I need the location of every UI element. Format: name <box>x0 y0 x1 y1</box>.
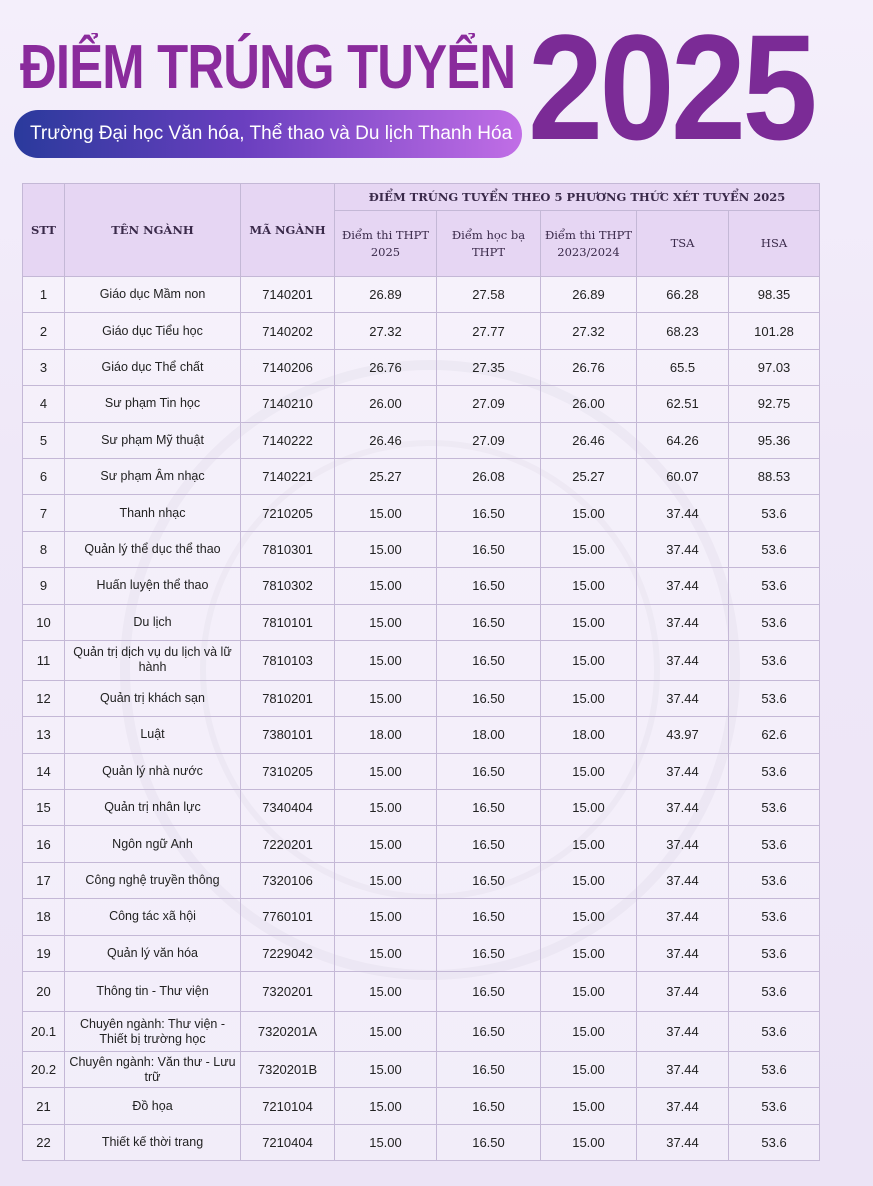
cell-code: 7140206 <box>241 349 335 385</box>
cell-m2: 27.09 <box>437 386 541 422</box>
cell-stt: 18 <box>23 899 65 935</box>
cell-stt: 5 <box>23 422 65 458</box>
table-row <box>23 790 820 826</box>
table-row <box>23 972 820 1012</box>
cell-m3: 27.32 <box>541 313 637 349</box>
table-row <box>23 568 820 604</box>
cell-m4: 37.44 <box>637 1088 729 1124</box>
table-row <box>23 1088 820 1124</box>
cell-code: 7380101 <box>241 717 335 753</box>
col-header-m1: Điểm thi THPT 2025 <box>335 211 437 277</box>
cell-m2: 16.50 <box>437 1124 541 1160</box>
cell-code: 7140222 <box>241 422 335 458</box>
cell-m2: 16.50 <box>437 640 541 680</box>
cell-name: Thanh nhạc <box>65 495 241 531</box>
cell-code: 7220201 <box>241 826 335 862</box>
cell-m5: 53.6 <box>729 972 820 1012</box>
cell-m5: 53.6 <box>729 680 820 716</box>
cell-name: Quản trị dịch vụ du lịch và lữ hành <box>65 640 241 680</box>
cell-m3: 26.00 <box>541 386 637 422</box>
table-row <box>23 313 820 349</box>
cell-m2: 16.50 <box>437 531 541 567</box>
cell-code: 7320201B <box>241 1052 335 1088</box>
cell-m3: 26.46 <box>541 422 637 458</box>
cell-m3: 15.00 <box>541 640 637 680</box>
cell-m3: 26.89 <box>541 277 637 313</box>
cell-m2: 27.77 <box>437 313 541 349</box>
cell-m5: 88.53 <box>729 458 820 494</box>
cell-m5: 53.6 <box>729 568 820 604</box>
cell-m3: 15.00 <box>541 495 637 531</box>
cell-m1: 15.00 <box>335 680 437 716</box>
cell-m4: 60.07 <box>637 458 729 494</box>
cell-m2: 16.50 <box>437 972 541 1012</box>
cell-m1: 15.00 <box>335 495 437 531</box>
cell-stt: 19 <box>23 935 65 971</box>
cell-m3: 26.76 <box>541 349 637 385</box>
cell-m5: 53.6 <box>729 899 820 935</box>
cell-m4: 37.44 <box>637 935 729 971</box>
cell-m5: 53.6 <box>729 790 820 826</box>
cell-m5: 53.6 <box>729 826 820 862</box>
cell-stt: 20 <box>23 972 65 1012</box>
school-name-banner: Trường Đại học Văn hóa, Thể thao và Du lịch Thanh Hóa <box>14 110 522 158</box>
cell-m5: 53.6 <box>729 1052 820 1088</box>
col-header-m5: HSA <box>729 211 820 277</box>
cell-stt: 20.2 <box>23 1052 65 1088</box>
cell-m5: 101.28 <box>729 313 820 349</box>
cell-m4: 37.44 <box>637 972 729 1012</box>
cell-code: 7810301 <box>241 531 335 567</box>
cell-m5: 92.75 <box>729 386 820 422</box>
cell-m4: 37.44 <box>637 826 729 862</box>
cell-stt: 4 <box>23 386 65 422</box>
cell-code: 7229042 <box>241 935 335 971</box>
cell-m3: 15.00 <box>541 680 637 716</box>
table-body <box>23 277 820 1161</box>
cell-m1: 15.00 <box>335 1052 437 1088</box>
page-title: ĐIỂM TRÚNG TUYỂN <box>20 33 516 102</box>
cell-m4: 66.28 <box>637 277 729 313</box>
cell-code: 7140202 <box>241 313 335 349</box>
col-header-m3: Điểm thi THPT 2023/2024 <box>541 211 637 277</box>
col-header-name: TÊN NGÀNH <box>65 184 241 277</box>
cell-name: Sư phạm Âm nhạc <box>65 458 241 494</box>
cell-name: Ngôn ngữ Anh <box>65 826 241 862</box>
cell-stt: 22 <box>23 1124 65 1160</box>
cell-m4: 37.44 <box>637 790 729 826</box>
cell-m3: 15.00 <box>541 531 637 567</box>
table-row <box>23 1012 820 1052</box>
cell-m5: 97.03 <box>729 349 820 385</box>
cell-m3: 15.00 <box>541 568 637 604</box>
cell-m3: 25.27 <box>541 458 637 494</box>
cell-m4: 37.44 <box>637 640 729 680</box>
cell-stt: 16 <box>23 826 65 862</box>
cell-m1: 15.00 <box>335 790 437 826</box>
cell-m5: 53.6 <box>729 531 820 567</box>
cell-stt: 17 <box>23 862 65 898</box>
cell-m1: 26.76 <box>335 349 437 385</box>
cell-m3: 15.00 <box>541 604 637 640</box>
cell-m2: 16.50 <box>437 862 541 898</box>
table-row <box>23 458 820 494</box>
cell-name: Công nghệ truyền thông <box>65 862 241 898</box>
cell-m2: 26.08 <box>437 458 541 494</box>
cell-code: 7320106 <box>241 862 335 898</box>
cell-m2: 16.50 <box>437 753 541 789</box>
cell-m5: 95.36 <box>729 422 820 458</box>
table-row <box>23 935 820 971</box>
table-row <box>23 862 820 898</box>
cell-stt: 2 <box>23 313 65 349</box>
cell-stt: 7 <box>23 495 65 531</box>
cell-name: Đồ họa <box>65 1088 241 1124</box>
cell-m5: 98.35 <box>729 277 820 313</box>
cell-m4: 37.44 <box>637 531 729 567</box>
cell-m1: 15.00 <box>335 604 437 640</box>
cell-name: Quản lý nhà nước <box>65 753 241 789</box>
cell-m1: 18.00 <box>335 717 437 753</box>
cell-m1: 25.27 <box>335 458 437 494</box>
cell-m2: 16.50 <box>437 1012 541 1052</box>
cell-m4: 62.51 <box>637 386 729 422</box>
cell-m5: 53.6 <box>729 604 820 640</box>
cell-name: Du lịch <box>65 604 241 640</box>
cell-code: 7810302 <box>241 568 335 604</box>
col-header-m4: TSA <box>637 211 729 277</box>
cell-m3: 15.00 <box>541 790 637 826</box>
cell-stt: 15 <box>23 790 65 826</box>
cell-code: 7140210 <box>241 386 335 422</box>
cell-stt: 3 <box>23 349 65 385</box>
cell-m4: 37.44 <box>637 1052 729 1088</box>
cell-m5: 53.6 <box>729 640 820 680</box>
cell-code: 7760101 <box>241 899 335 935</box>
cell-name: Giáo dục Mầm non <box>65 277 241 313</box>
cell-m5: 53.6 <box>729 1124 820 1160</box>
cell-m2: 16.50 <box>437 1052 541 1088</box>
cell-m4: 65.5 <box>637 349 729 385</box>
cell-m5: 53.6 <box>729 1088 820 1124</box>
cell-stt: 14 <box>23 753 65 789</box>
year-heading: 2025 <box>528 3 814 171</box>
cell-stt: 12 <box>23 680 65 716</box>
cell-m2: 16.50 <box>437 495 541 531</box>
cell-m3: 15.00 <box>541 1088 637 1124</box>
cell-m2: 16.50 <box>437 935 541 971</box>
cell-m1: 15.00 <box>335 1012 437 1052</box>
cell-m3: 15.00 <box>541 862 637 898</box>
cell-code: 7810201 <box>241 680 335 716</box>
cell-m5: 53.6 <box>729 753 820 789</box>
cell-m4: 37.44 <box>637 495 729 531</box>
cell-m2: 16.50 <box>437 568 541 604</box>
cell-m1: 15.00 <box>335 972 437 1012</box>
col-header-code: MÃ NGÀNH <box>241 184 335 277</box>
table-row <box>23 531 820 567</box>
cell-m5: 62.6 <box>729 717 820 753</box>
cell-m2: 18.00 <box>437 717 541 753</box>
cell-stt: 13 <box>23 717 65 753</box>
cell-name: Thông tin - Thư viện <box>65 972 241 1012</box>
cell-m1: 15.00 <box>335 862 437 898</box>
cell-stt: 1 <box>23 277 65 313</box>
cell-m3: 15.00 <box>541 1124 637 1160</box>
cell-m4: 68.23 <box>637 313 729 349</box>
cell-m3: 15.00 <box>541 1012 637 1052</box>
cell-name: Sư phạm Tin học <box>65 386 241 422</box>
cell-m2: 27.58 <box>437 277 541 313</box>
col-header-m2: Điểm học bạ THPT <box>437 211 541 277</box>
cell-m1: 26.00 <box>335 386 437 422</box>
table-row <box>23 1052 820 1088</box>
cell-m2: 16.50 <box>437 604 541 640</box>
cell-m4: 64.26 <box>637 422 729 458</box>
cell-m1: 15.00 <box>335 935 437 971</box>
cell-m1: 26.89 <box>335 277 437 313</box>
cell-m4: 37.44 <box>637 568 729 604</box>
table-row <box>23 899 820 935</box>
cell-code: 7310205 <box>241 753 335 789</box>
cell-m4: 37.44 <box>637 1012 729 1052</box>
table-row <box>23 717 820 753</box>
col-header-stt: STT <box>23 184 65 277</box>
cell-m2: 16.50 <box>437 680 541 716</box>
table-row <box>23 277 820 313</box>
cell-code: 7140221 <box>241 458 335 494</box>
cell-code: 7320201A <box>241 1012 335 1052</box>
cell-m4: 37.44 <box>637 753 729 789</box>
cell-code: 7340404 <box>241 790 335 826</box>
cell-m4: 37.44 <box>637 1124 729 1160</box>
cell-m1: 15.00 <box>335 753 437 789</box>
cell-name: Công tác xã hội <box>65 899 241 935</box>
cell-m2: 16.50 <box>437 826 541 862</box>
cell-name: Quản trị khách sạn <box>65 680 241 716</box>
table-row <box>23 680 820 716</box>
cell-m1: 15.00 <box>335 899 437 935</box>
cell-m2: 16.50 <box>437 1088 541 1124</box>
cell-m5: 53.6 <box>729 862 820 898</box>
col-header-group: ĐIỂM TRÚNG TUYỂN THEO 5 PHƯƠNG THỨC XÉT TUYỂN 2025 <box>335 184 820 211</box>
table-row <box>23 604 820 640</box>
cell-name: Giáo dục Thể chất <box>65 349 241 385</box>
cell-name: Quản lý văn hóa <box>65 935 241 971</box>
cell-m2: 27.09 <box>437 422 541 458</box>
cell-m4: 37.44 <box>637 862 729 898</box>
table-row <box>23 495 820 531</box>
cell-m1: 15.00 <box>335 1088 437 1124</box>
cell-stt: 8 <box>23 531 65 567</box>
cell-name: Chuyên ngành: Thư viện - Thiết bị trường học <box>65 1012 241 1052</box>
cell-code: 7320201 <box>241 972 335 1012</box>
table-row <box>23 826 820 862</box>
cell-m2: 16.50 <box>437 899 541 935</box>
cell-code: 7810103 <box>241 640 335 680</box>
cell-stt: 10 <box>23 604 65 640</box>
cell-m5: 53.6 <box>729 935 820 971</box>
cell-m3: 15.00 <box>541 826 637 862</box>
cell-m3: 15.00 <box>541 899 637 935</box>
cell-name: Luật <box>65 717 241 753</box>
cell-stt: 6 <box>23 458 65 494</box>
cell-m1: 27.32 <box>335 313 437 349</box>
cell-m2: 16.50 <box>437 790 541 826</box>
table-row <box>23 386 820 422</box>
cell-code: 7210104 <box>241 1088 335 1124</box>
cell-m4: 43.97 <box>637 717 729 753</box>
table-row <box>23 1124 820 1160</box>
cell-name: Sư phạm Mỹ thuật <box>65 422 241 458</box>
cell-m1: 15.00 <box>335 1124 437 1160</box>
cell-stt: 9 <box>23 568 65 604</box>
cell-m4: 37.44 <box>637 680 729 716</box>
table-row <box>23 349 820 385</box>
cell-m3: 15.00 <box>541 972 637 1012</box>
cell-m5: 53.6 <box>729 495 820 531</box>
cell-code: 7140201 <box>241 277 335 313</box>
cell-code: 7810101 <box>241 604 335 640</box>
cell-m1: 26.46 <box>335 422 437 458</box>
cell-m1: 15.00 <box>335 531 437 567</box>
cell-m3: 15.00 <box>541 935 637 971</box>
cell-code: 7210404 <box>241 1124 335 1160</box>
cell-name: Quản lý thể dục thể thao <box>65 531 241 567</box>
cell-m4: 37.44 <box>637 604 729 640</box>
cell-m5: 53.6 <box>729 1012 820 1052</box>
cell-name: Chuyên ngành: Văn thư - Lưu trữ <box>65 1052 241 1088</box>
cell-m2: 27.35 <box>437 349 541 385</box>
admission-scores-table <box>22 183 820 1161</box>
cell-m1: 15.00 <box>335 826 437 862</box>
cell-name: Giáo dục Tiểu học <box>65 313 241 349</box>
cell-stt: 20.1 <box>23 1012 65 1052</box>
table-row <box>23 422 820 458</box>
cell-name: Huấn luyện thể thao <box>65 568 241 604</box>
cell-m1: 15.00 <box>335 568 437 604</box>
cell-code: 7210205 <box>241 495 335 531</box>
cell-stt: 21 <box>23 1088 65 1124</box>
cell-m1: 15.00 <box>335 640 437 680</box>
cell-name: Quản trị nhân lực <box>65 790 241 826</box>
cell-m3: 18.00 <box>541 717 637 753</box>
cell-name: Thiết kế thời trang <box>65 1124 241 1160</box>
cell-m3: 15.00 <box>541 753 637 789</box>
cell-stt: 11 <box>23 640 65 680</box>
cell-m3: 15.00 <box>541 1052 637 1088</box>
cell-m4: 37.44 <box>637 899 729 935</box>
table-row <box>23 640 820 680</box>
table-row <box>23 753 820 789</box>
